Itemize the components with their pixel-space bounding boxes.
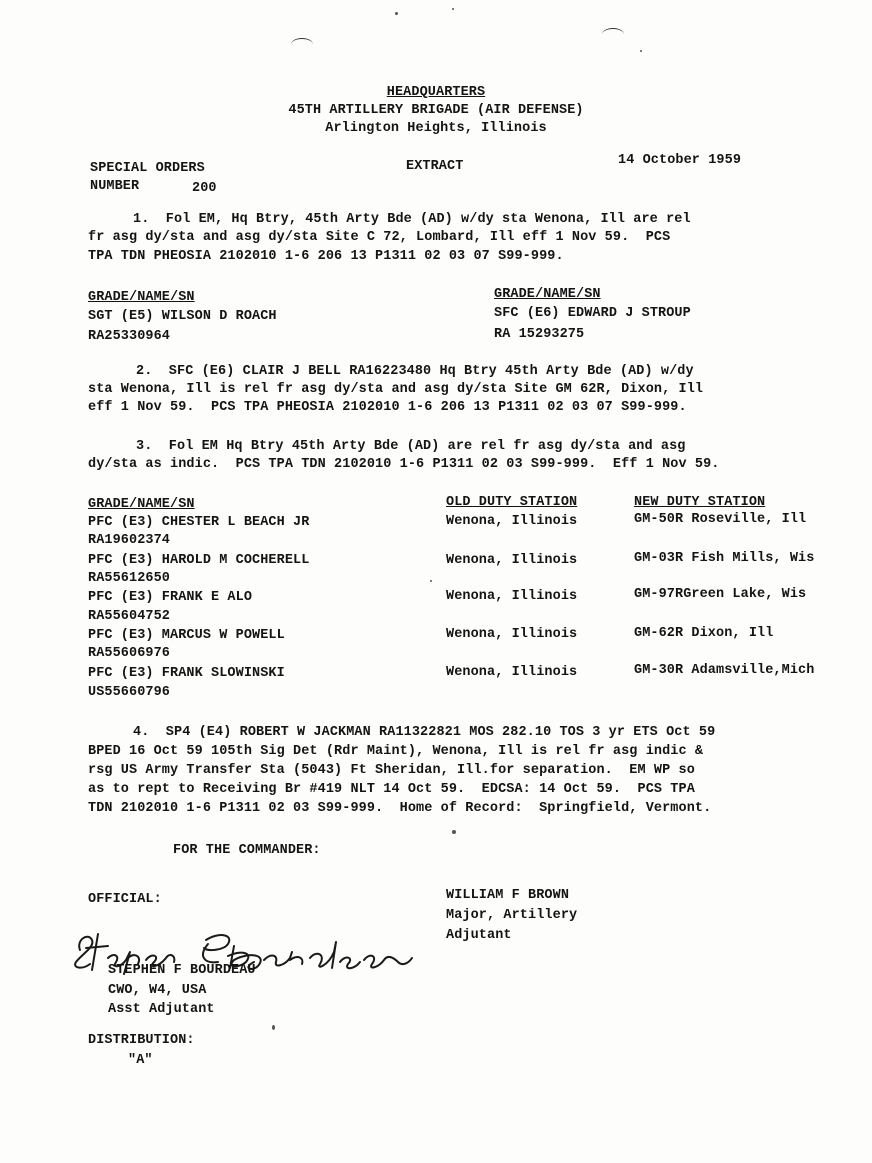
adjutant-name: WILLIAM F BROWN [446, 888, 570, 903]
for-the-commander: FOR THE COMMANDER: [173, 843, 321, 858]
roster-row-sn: US55660796 [88, 685, 171, 700]
para1-right-name: SFC (E6) EDWARD J STROUP [494, 306, 691, 321]
roster-row-sn: RA55612650 [88, 571, 171, 586]
header-location: Arlington Heights, Illinois [325, 121, 547, 136]
roster-row-sn: RA55604752 [88, 609, 171, 624]
signer-title: Asst Adjutant [108, 1002, 215, 1017]
para1-left-sn: RA25330964 [88, 329, 171, 344]
roster-row-new: GM-30R Adamsville,Mich [634, 663, 815, 678]
roster-row-old: Wenona, Illinois [446, 589, 578, 604]
special-orders-label: SPECIAL ORDERS [90, 161, 205, 176]
signer-rank: CWO, W4, USA [108, 983, 207, 998]
roster-row-name: PFC (E3) CHESTER L BEACH JR [88, 515, 310, 530]
roster-row-new: GM-50R Roseville, Ill [634, 512, 807, 527]
para3-header-name: GRADE/NAME/SN [88, 497, 195, 512]
para1-line: TPA TDN PHEOSIA 2102010 1-6 206 13 P1311 02 03 07 S99-999. [88, 249, 564, 264]
para1-column-header: GRADE/NAME/SN [88, 290, 195, 305]
para3-line: dy/sta as indic. PCS TPA TDN 2102010 1-6 P1311 02 03 S99-999. Eff 1 Nov 59. [88, 457, 720, 472]
para3-header-old-station: OLD DUTY STATION [446, 495, 578, 510]
scan-speck [452, 8, 454, 10]
punch-hole-mark [602, 28, 624, 41]
roster-row-old: Wenona, Illinois [446, 514, 578, 529]
para4-line: as to rept to Receiving Br #419 NLT 14 Oct 59. EDCSA: 14 Oct 59. PCS TPA [88, 782, 695, 797]
roster-row-name: PFC (E3) FRANK SLOWINSKI [88, 666, 285, 681]
para4-line: BPED 16 Oct 59 105th Sig Det (Rdr Maint), Wenona, Ill is rel fr asg indic & [88, 744, 704, 759]
official-label: OFFICIAL: [88, 892, 162, 907]
para1-column-header: GRADE/NAME/SN [494, 287, 601, 302]
roster-row-name: PFC (E3) HAROLD M COCHERELL [88, 553, 310, 568]
para1-line: fr asg dy/sta and asg dy/sta Site C 72, Lombard, Ill eff 1 Nov 59. PCS [88, 230, 671, 245]
scan-speck [272, 1025, 275, 1030]
para3-header-new-station: NEW DUTY STATION [634, 495, 766, 510]
number-label: NUMBER [90, 179, 140, 194]
extract-label: EXTRACT [406, 159, 464, 174]
roster-row-sn: RA55606976 [88, 646, 171, 661]
distribution-value: "A" [128, 1053, 153, 1068]
para4-line: TDN 2102010 1-6 P1311 02 03 S99-999. Home of Record: Springfield, Vermont. [88, 801, 712, 816]
adjutant-rank: Major, Artillery [446, 908, 578, 923]
header-unit: 45TH ARTILLERY BRIGADE (AIR DEFENSE) [288, 103, 584, 118]
para4-line: rsg US Army Transfer Sta (5043) Ft Sheridan, Ill.for separation. EM WP so [88, 763, 695, 778]
roster-row-new: GM-97RGreen Lake, Wis [634, 587, 807, 602]
para1-right-sn: RA 15293275 [494, 327, 585, 342]
roster-row-name: PFC (E3) FRANK E ALO [88, 590, 253, 605]
para2-line: eff 1 Nov 59. PCS TPA PHEOSIA 2102010 1-6 206 13 P1311 02 03 07 S99-999. [88, 400, 687, 415]
roster-row-old: Wenona, Illinois [446, 665, 578, 680]
adjutant-title: Adjutant [446, 928, 512, 943]
distribution-label: DISTRIBUTION: [88, 1033, 195, 1048]
header-headquarters: HEADQUARTERS [386, 85, 486, 100]
order-date: 14 October 1959 [618, 153, 742, 168]
para1-line: 1. Fol EM, Hq Btry, 45th Arty Bde (AD) w/dy sta Wenona, Ill are rel [133, 212, 691, 227]
roster-row-sn: RA19602374 [88, 533, 171, 548]
order-number: 200 [192, 181, 217, 196]
scan-speck [430, 580, 432, 582]
roster-row-old: Wenona, Illinois [446, 553, 578, 568]
para3-line: 3. Fol EM Hq Btry 45th Arty Bde (AD) are rel fr asg dy/sta and asg [136, 439, 686, 454]
roster-row-name: PFC (E3) MARCUS W POWELL [88, 628, 285, 643]
scan-speck [395, 12, 398, 15]
roster-row-old: Wenona, Illinois [446, 627, 578, 642]
para1-left-name: SGT (E5) WILSON D ROACH [88, 309, 277, 324]
punch-hole-mark [291, 38, 313, 51]
scan-speck [452, 830, 456, 834]
para4-line: 4. SP4 (E4) ROBERT W JACKMAN RA11322821 MOS 282.10 TOS 3 yr ETS Oct 59 [133, 725, 716, 740]
roster-row-new: GM-62R Dixon, Ill [634, 626, 774, 641]
para2-line: 2. SFC (E6) CLAIR J BELL RA16223480 Hq Btry 45th Arty Bde (AD) w/dy [136, 364, 694, 379]
signer-name: STEPHEN F BOURDEAU [108, 963, 256, 978]
scan-speck [640, 50, 642, 52]
roster-row-new: GM-03R Fish Mills, Wis [634, 551, 815, 566]
para2-line: sta Wenona, Ill is rel fr asg dy/sta and asg dy/sta Site GM 62R, Dixon, Ill [88, 382, 704, 397]
